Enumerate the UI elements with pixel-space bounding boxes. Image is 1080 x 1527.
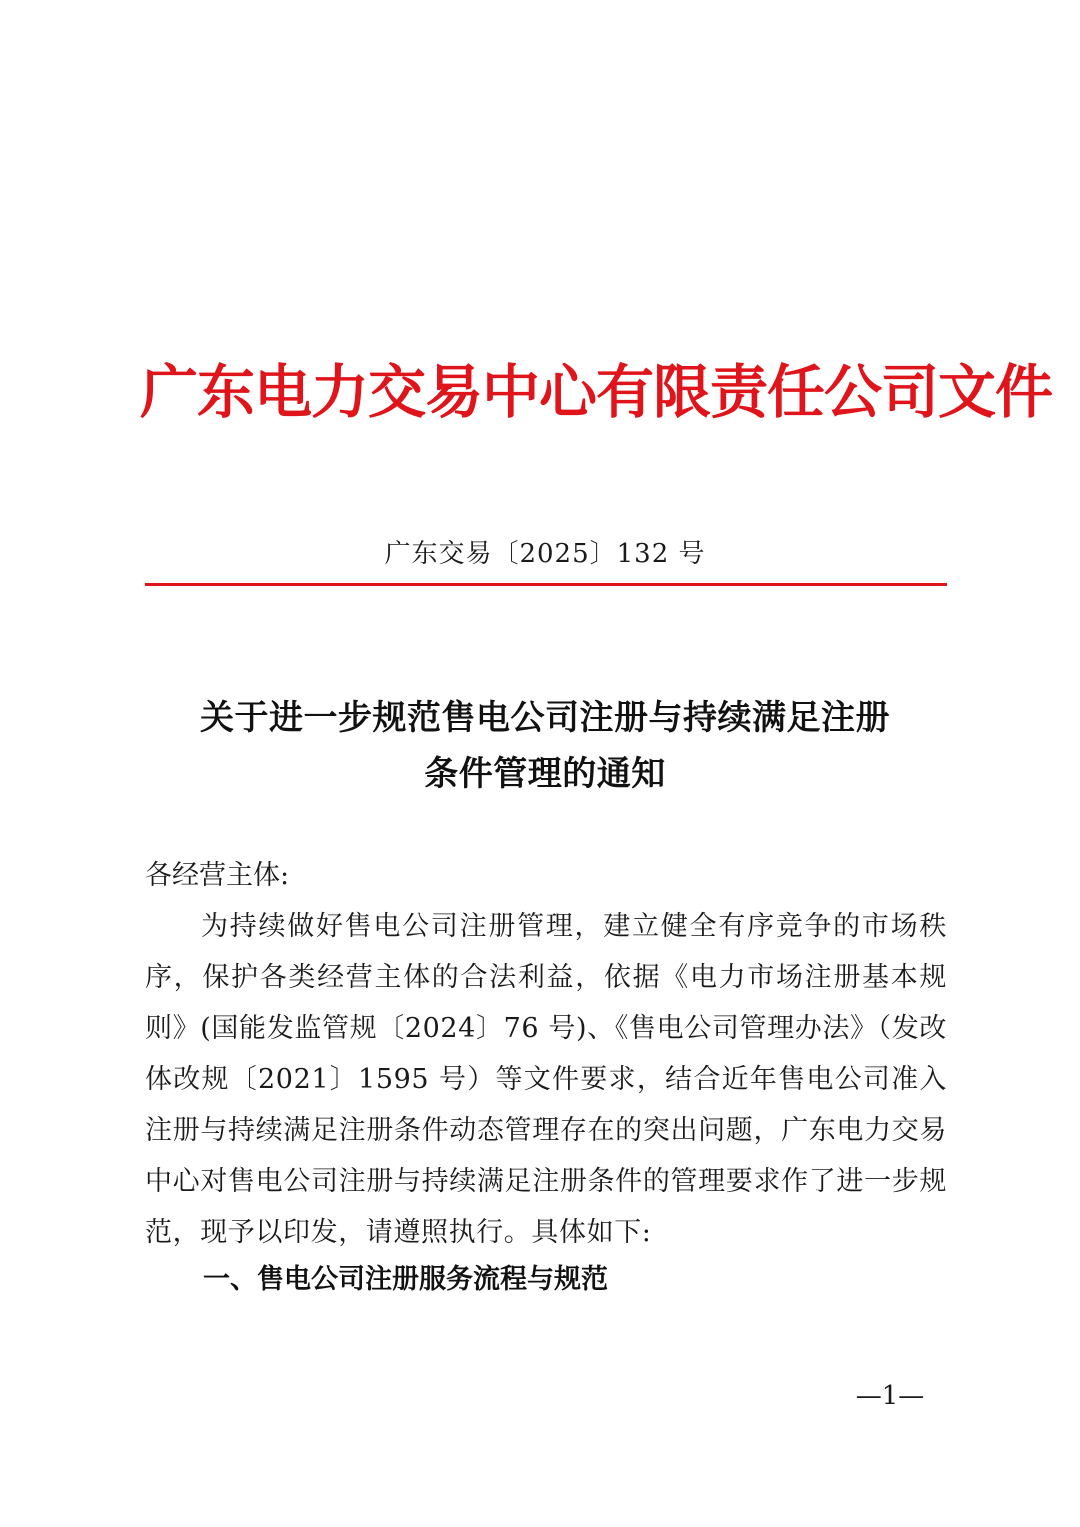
salutation: 各经营主体: [145,860,290,891]
title-line-2: 条件管理的通知 [424,754,666,794]
document-number: 广东交易〔2025〕132 号 [384,539,706,569]
issuing-organization-header: 广东电力交易中心有限责任公司文件 [140,358,1053,426]
red-divider-line [145,583,947,586]
body-paragraph: 为持续做好售电公司注册管理，建立健全有序竞争的市场秩序，保护各类经营主体的合法利益，依据《电力市场注册基本规则》(国能发监管规〔2024〕76 号)、《售电公司管理办法》（发改体改规〔2021〕1595 号）等文件要求，结合近年售电公司准入注册与持续满足注册条件动态管理存在的突出问题，广东电力交易中心对售电公司注册与持续满足注册条件的管理要求作了进一步规范，现予以印发，请遵照执行。具体如下: [145,911,947,1248]
section-heading: 一、售电公司注册服务流程与规范 [203,1264,608,1295]
document-title [140,690,950,802]
page-number: —1— [855,1381,925,1411]
document-body [145,850,947,1258]
title-line-1: 关于进一步规范售电公司注册与持续满足注册 [200,698,890,738]
